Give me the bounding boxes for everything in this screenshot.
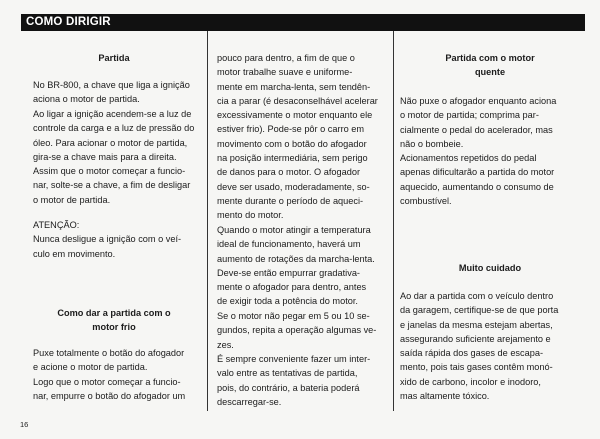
heading-partida: Partida [98, 53, 130, 63]
paragraph: Não puxe o afogador enquanto aciona o motor de partida; comprima par- cialmente o pedal do acelerador, mas não o bombeie. [400, 96, 557, 149]
column-3 [393, 31, 586, 411]
paragraph: É sempre conveniente fazer um inter- valo entre as tentativas de partida, pois, do contrário, a bateria poderá descarregar-se. [217, 354, 371, 407]
paragraph: Ao dar a partida com o veículo dentro da garagem, certifique-se de que porta e janelas da mesma estejam abertas, assegurando suficiente arejamento e saída rápida dos gases de escapa- mento, pois tais gases contêm monó- xido de carbono, incolor e inodoro, mas altamente tóxico. [400, 291, 559, 402]
paragraph: Quando o motor atingir a temperatura ideal de funcionamento, haverá um aumento de rotações da marcha-lenta. Deve-se então empurrar gradativa- mente o afogador para dentro, antes de exigir toda a potência do motor. [217, 225, 375, 307]
heading-muito-cuidado: Muito cuidado [458, 263, 522, 273]
column-2 [208, 31, 393, 411]
column-1 [21, 31, 208, 411]
section-header [21, 14, 585, 31]
paragraph: pouco para dentro, a fim de que o motor trabalhe suave e uniforme- mente em marcha-lenta, sem tendên- cia a parar (é desaconselhável acelerar excessivamente o motor enquanto ele estiver frio). Pode-se pôr o carro em movimento com o botão do afogador na posição intermediária, sem perigo de danos para o motor. O afogador deve ser usado, moderadamente, so- mente durante o período de aqueci- mento do motor. [217, 53, 378, 221]
heading-motor-frio: Como dar a partida com o motor frio [57, 308, 171, 332]
attention-note: ATENÇÃO: Nunca desligue a ignição com o veí- culo em movimento. [33, 220, 182, 259]
paragraph: Ao ligar a ignição acendem-se a luz de controle da carga e a luz de pressão do óleo. Para acionar o motor de partida, gira-se a chave mais para a direita. [33, 109, 195, 162]
paragraph: Puxe totalmente o botão do afogador e acione o motor de partida. Logo que o motor começar a funcio- nar, empurre o botão do afogador um [33, 348, 186, 401]
section-title: COMO DIRIGIR [26, 16, 111, 28]
paragraph: Assim que o motor começar a funcio- nar, solte-se a chave, a fim de desligar o motor de partida. [33, 166, 191, 205]
heading-motor-quente: Partida com o motor quente [445, 53, 535, 77]
paragraph: Se o motor não pegar em 5 ou 10 se- gundos, repita a operação algumas ve- zes. [217, 311, 377, 350]
paragraph: Acionamentos repetidos do pedal apenas dificultarão a partida do motor aquecido, aumentando o consumo de combustível. [400, 153, 555, 206]
page-number: 16 [20, 420, 29, 429]
paragraph: No BR-800, a chave que liga a ignição aciona o motor de partida. [33, 80, 190, 105]
